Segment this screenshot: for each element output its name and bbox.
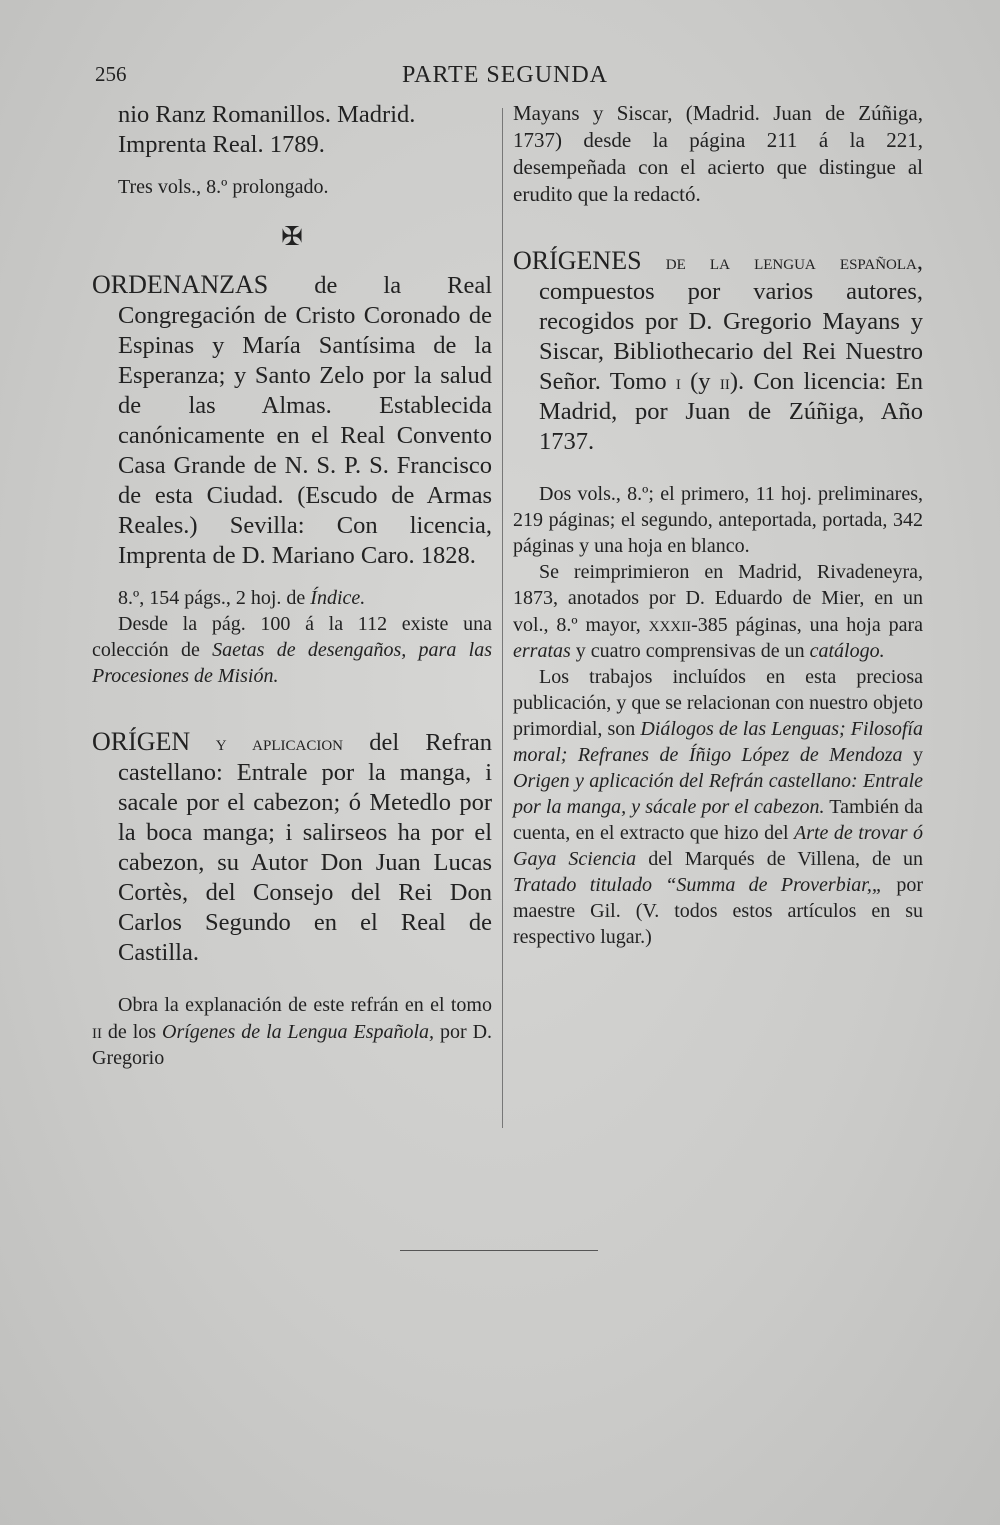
entry-origenes-smallcaps-3: ii	[719, 369, 730, 394]
entry-origen-smallcaps: y aplicacion	[190, 730, 344, 755]
continued-entry-note-text: Tres vols., 8.º prolongado.	[118, 176, 329, 198]
note2-text: Desde la pág. 100 á la 112 existe una colección de	[92, 613, 492, 661]
origen-note-smallcaps: ii	[92, 1018, 102, 1043]
origen-note-italic: Orígenes de la Lengua Española,	[162, 1021, 435, 1043]
note2-italic-2: catálogo.	[809, 640, 885, 662]
right-column	[513, 100, 923, 950]
left-column	[92, 100, 492, 1071]
entry-ordenanzas-note2	[92, 611, 492, 689]
continued-note-text: Mayans y Siscar, (Madrid. Juan de Zúñiga, 1737) desde la página 211 á la 221, desempeñada con el acierto que distingue al erudito que la redactó.	[513, 101, 923, 206]
entry-origenes	[513, 246, 923, 457]
entry-ordenanzas	[92, 270, 492, 571]
entry-ordenanzas-heading: ORDENANZAS	[92, 270, 269, 299]
entry-origenes-note3	[513, 664, 923, 950]
entry-origenes-text-b: (y	[680, 368, 720, 395]
entry-ordenanzas-note1	[92, 585, 492, 611]
entry-origen-heading: ORÍGEN	[92, 727, 191, 756]
running-header	[95, 62, 915, 92]
note3-text-c: También da cuenta, en el extracto que hizo del	[513, 796, 924, 844]
note2-text-a: Se reimprimieron en Madrid, Rivadeneyra, 1873, anotados por D. Eduardo de Mier, en un vol., 8.º mayor,	[513, 561, 923, 636]
bottom-rule-divider	[400, 1250, 598, 1251]
entry-origenes-note1	[513, 481, 923, 559]
note3-italic-4: Tratado titulado “Summa de Proverbiar,„	[513, 874, 883, 896]
continued-entry-line1: nio Ranz Romanillos. Madrid.	[118, 101, 416, 128]
note3-text-d: del Marqués de Villena, de un	[636, 848, 923, 870]
note3-text-b: y	[902, 744, 923, 766]
note2-smallcaps: xxxii	[648, 611, 692, 636]
entry-origenes-text-c: ). Con licencia: En Madrid, por Juan de Zúñiga, Año 1737.	[539, 368, 923, 455]
note2-italic: Saetas de desengaños, para las Procesiones de Misión.	[92, 639, 492, 687]
continued-entry-line2: Imprenta Real. 1789.	[118, 131, 325, 158]
running-title: PARTE SEGUNDA	[401, 62, 609, 88]
column-divider	[502, 108, 503, 1128]
entry-origen-text: del Refran castellano: Entrale por la manga, i sacale por el cabezon; ó Metedlo por la boca manga; i salirseos ha por el cabezon, su Autor Don Juan Lucas Cortès, del Consejo del Rei Don Carlos Segundo en el Real de Castilla.	[118, 729, 493, 966]
note2-italic-1: erratas	[513, 640, 571, 662]
entry-origenes-smallcaps: de la lengua española	[641, 249, 917, 274]
entry-origenes-note2	[513, 559, 923, 664]
note1-text: 8.º, 154 págs., 2 hoj. de	[118, 587, 311, 609]
page-number: 256	[95, 62, 127, 86]
note2-text-c: y cuatro comprensivas de un	[570, 640, 810, 662]
origen-note-text-b: de los	[102, 1021, 163, 1043]
note1-italic: Índice.	[310, 587, 366, 609]
note3-text-e: por maestre Gil. (V. todos estos artículos en su respectivo lugar.)	[513, 874, 923, 948]
entry-origenes-smallcaps-2: i	[675, 369, 681, 394]
note3-italic-3: Arte de trovar ó Gaya Sciencia	[513, 822, 923, 870]
entry-ordenanzas-text: de la Real Congregación de Cristo Coronado de Espinas y María Santísima de la Esperanza; y Santo Zelo por la salud de las Almas. Establecida canónicamente en el Real Convento Casa Grande de N. S. P. S. Francisco de esta Ciudad. (Escudo de Armas Reales.) Sevilla: Con licencia, Imprenta de D. Mariano Caro. 1828.	[118, 272, 492, 569]
continued-note	[513, 100, 923, 208]
continued-entry-note	[92, 174, 492, 200]
entry-origen-note	[92, 992, 492, 1071]
origen-note-text-c: por D. Gregorio	[92, 1021, 493, 1069]
note3-italic-2: Origen y aplicación del Refrán castellano: Entrale por la manga, y sácale por el cabezon.	[513, 770, 923, 818]
entry-origenes-heading: ORÍGENES	[513, 246, 642, 275]
cross-ornament-icon: ✠	[281, 222, 303, 251]
continued-entry	[92, 100, 492, 160]
note3-text-a: Los trabajos incluídos en esta preciosa publicación, y que se relacionan con nuestro objeto primordial, son	[513, 666, 923, 740]
entry-origenes-text-a: , compuestos por varios autores, recogidos por D. Gregorio Mayans y Siscar, Bibliothecario del Rei Nuestro Señor. Tomo	[539, 248, 923, 395]
note3-italic-1: Diálogos de las Lenguas; Filosofía moral; Refranes de Íñigo López de Mendoza	[513, 718, 923, 766]
origen-note-text-a: Obra la explanación de este refrán en el tomo	[118, 994, 492, 1016]
entry-origen	[92, 727, 492, 968]
origenes-note1-text: Dos vols., 8.º; el primero, 11 hoj. preliminares, 219 páginas; el segundo, anteportada, portada, 342 páginas y una hoja en blanco.	[513, 483, 923, 557]
note2-text-b: -385 páginas, una hoja para	[691, 614, 923, 636]
